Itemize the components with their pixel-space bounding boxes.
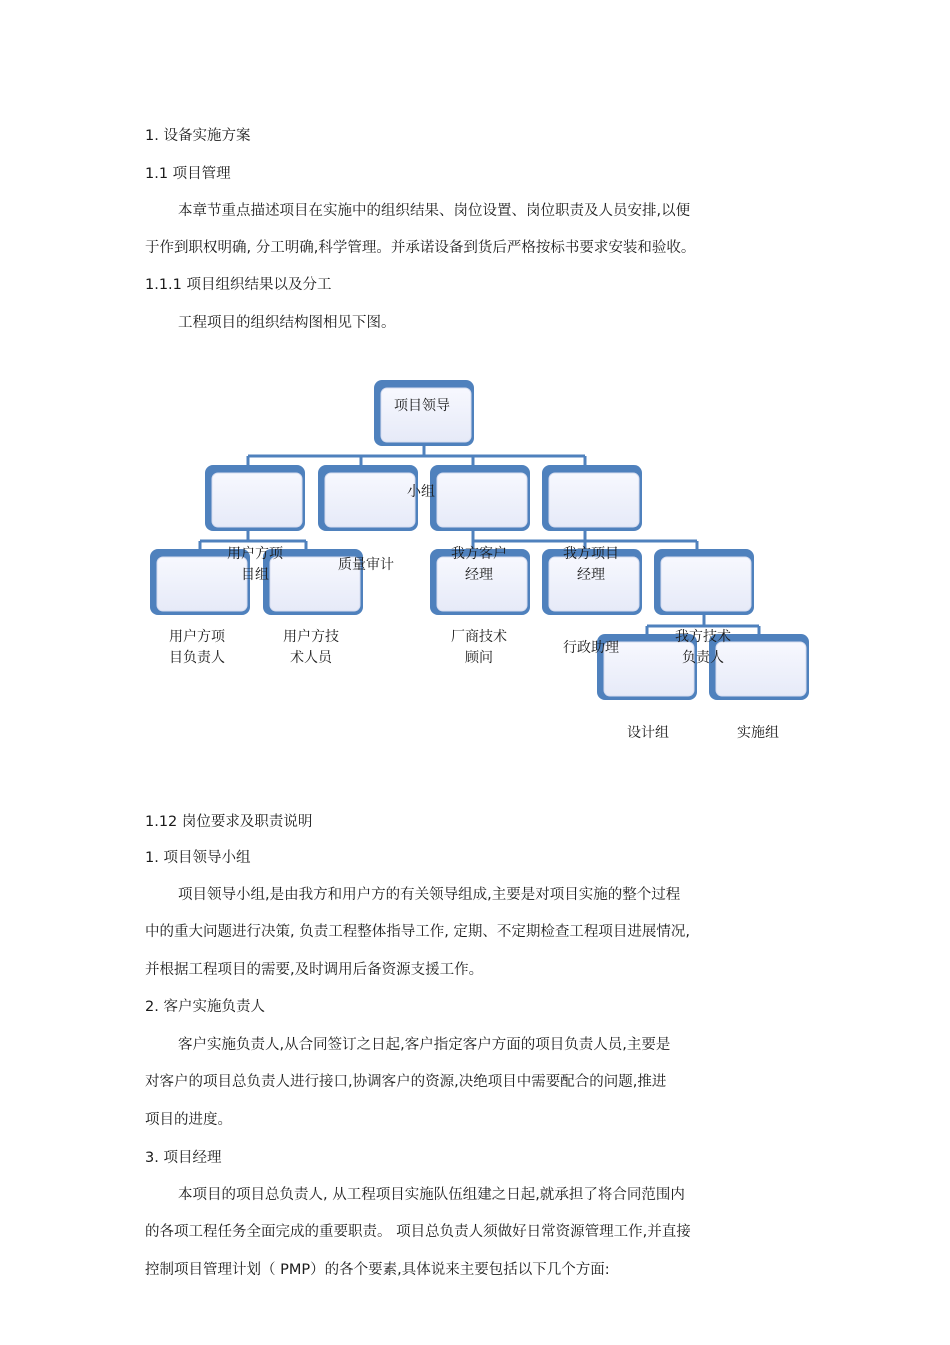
intro-line-1: 本章节重点描述项目在实施中的组织结果、岗位设置、岗位职责及人员安排,以便 bbox=[178, 203, 691, 219]
node-user-tech-label-1: 用户方技 bbox=[283, 629, 339, 645]
node-our-client-manager-label-2: 经理 bbox=[465, 567, 493, 583]
section-3-line-3: 控制项目管理计划（ PMP）的各个要素,具体说来主要包括以下几个方面: bbox=[145, 1262, 610, 1278]
node-our-pm-label-2: 经理 bbox=[577, 567, 605, 583]
node-user-lead-label-1: 用户方项 bbox=[169, 629, 225, 645]
node-mid-1-box bbox=[205, 465, 305, 531]
node-vendor-consultant-label-1: 厂商技术 bbox=[451, 629, 507, 645]
heading-1: 1. 设备实施方案 bbox=[145, 128, 251, 144]
section-1-line-3: 并根据工程项目的需要,及时调用后备资源支援工作。 bbox=[145, 962, 484, 978]
node-mid-4-box bbox=[542, 465, 642, 531]
node-user-group-label-1: 用户方项 bbox=[227, 546, 283, 562]
section-1-line-1: 项目领导小组,是由我方和用户方的有关领导组成,主要是对项目实施的整个过程 bbox=[178, 887, 681, 903]
node-admin-assistant-label: 行政助理 bbox=[563, 640, 619, 656]
node-our-tech-lead-label-1: 我方技术 bbox=[675, 629, 731, 645]
node-project-leader-label: 项目领导 bbox=[394, 398, 450, 414]
node-quality-audit-label: 质量审计 bbox=[338, 557, 394, 573]
node-user-tech-label-2: 术人员 bbox=[290, 650, 332, 666]
node-user-group-label-2: 目组 bbox=[241, 567, 269, 583]
node-leader-group-label: 小组 bbox=[407, 484, 435, 500]
chart-intro: 工程项目的组织结构图相见下图。 bbox=[178, 315, 396, 331]
node-our-tech-lead-box bbox=[654, 549, 754, 615]
node-user-lead-label-2: 目负责人 bbox=[169, 650, 225, 666]
section-2-line-3: 项目的进度。 bbox=[145, 1112, 232, 1128]
section-1-heading: 1. 项目领导小组 bbox=[145, 850, 251, 866]
heading-1-1: 1.1 项目管理 bbox=[145, 166, 231, 182]
node-design-team-label: 设计组 bbox=[627, 725, 669, 741]
intro-line-2: 于作到职权明确, 分工明确,科学管理。并承诺设备到货后严格按标书要求安装和验收。 bbox=[145, 240, 696, 256]
heading-1-1-1: 1.1.1 项目组织结果以及分工 bbox=[145, 277, 332, 293]
section-3-line-1: 本项目的项目总负责人, 从工程项目实施队伍组建之日起,就承担了将合同范围内 bbox=[178, 1187, 685, 1203]
node-our-pm-label-1: 我方项目 bbox=[563, 546, 619, 562]
section-3-line-2: 的各项工程任务全面完成的重要职责。 项目总负责人须做好日常资源管理工作,并直接 bbox=[145, 1224, 691, 1240]
node-implementation-team-label: 实施组 bbox=[737, 725, 779, 741]
section-2-line-1: 客户实施负责人,从合同签订之日起,客户指定客户方面的项目负责人员,主要是 bbox=[178, 1037, 671, 1053]
node-vendor-consultant-label-2: 顾问 bbox=[465, 650, 493, 666]
section-1-line-2: 中的重大问题进行决策, 负责工程整体指导工作, 定期、不定期检查工程项目进展情况, bbox=[145, 924, 691, 940]
heading-1-12: 1.12 岗位要求及职责说明 bbox=[145, 814, 313, 830]
section-3-heading: 3. 项目经理 bbox=[145, 1150, 222, 1166]
section-2-line-2: 对客户的项目总负责人进行接口,协调客户的资源,决绝项目中需要配合的问题,推进 bbox=[145, 1074, 667, 1090]
section-2-heading: 2. 客户实施负责人 bbox=[145, 999, 265, 1015]
node-our-client-manager-label-1: 我方客户 bbox=[451, 546, 507, 562]
node-our-tech-lead-label-2: 负责人 bbox=[682, 650, 724, 666]
node-mid-3-box bbox=[430, 465, 530, 531]
